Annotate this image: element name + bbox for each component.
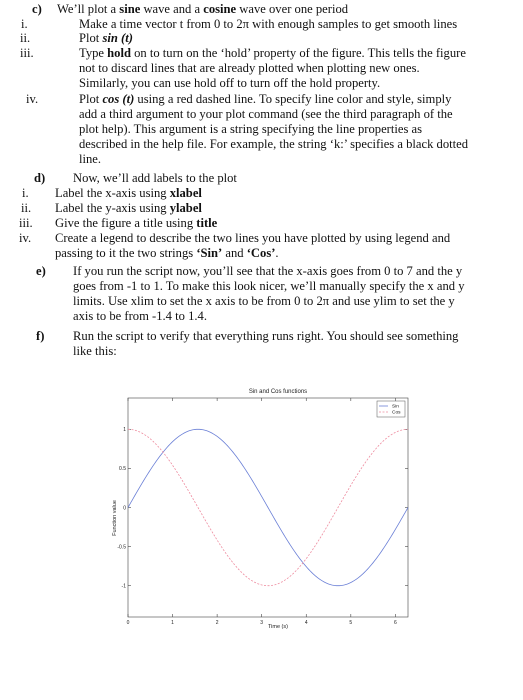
y-tick-label: -1 (121, 583, 126, 590)
y-tick-label: -0.5 (117, 544, 126, 551)
item-c-i-text: Make a time vector t from 0 to 2π with enough samples to get smooth lines (79, 17, 458, 31)
item-c-iii-line1: Type hold on to turn on the ‘hold’ property of the figure. This tells the figure (79, 46, 466, 60)
item-d-iii-label: iii. (19, 216, 33, 230)
x-tick-label: 3 (260, 620, 264, 626)
item-d-i-label: i. (22, 186, 29, 200)
item-c-ii-label: ii. (20, 31, 31, 45)
item-c-iv-line1: Plot cos (t) using a red dashed line. To specify line color and style, simply (79, 92, 452, 106)
legend-label-cos: Cos (392, 410, 401, 416)
section-d-label: d) (34, 171, 46, 185)
section-e-line2: goes from -1 to 1. To make this look nicer, we’ll manually specify the x and y (73, 279, 465, 293)
section-c-label: c) (32, 2, 42, 16)
item-c-iv-line2: add a third argument to your plot command (see the third paragraph of the (79, 107, 453, 121)
legend-label-sin: Sin (392, 404, 399, 410)
y-tick-label: 0.5 (119, 466, 126, 473)
section-e-line3: limits. Use xlim to set the x axis to be from 0 to 2π and use ylim to set the y (73, 294, 455, 308)
item-c-iii-label: iii. (20, 46, 34, 60)
x-tick-label: 6 (393, 620, 397, 626)
chart-title: Sin and Cos functions (248, 389, 308, 395)
item-c-iii-line3: Similarly, you can use hold off to turn off the hold property. (79, 76, 381, 90)
x-tick-label: 1 (171, 620, 174, 626)
chart-ylabel: Function value (112, 500, 118, 536)
y-tick-label: 1 (123, 427, 126, 434)
item-c-iii-line2: not to discard lines that are already plotted when plotting new ones. (79, 61, 420, 75)
item-d-iv-line2: passing to it the two strings ‘Sin’ and ‘Cos’. (55, 246, 279, 260)
item-d-ii-label: ii. (21, 201, 32, 215)
item-c-ii-text: Plot sin (t) (79, 31, 133, 45)
item-d-iii-text: Give the figure a title using title (55, 216, 218, 230)
section-f-line1: Run the script to verify that everything runs right. You should see something (73, 329, 459, 343)
section-c-heading: We’ll plot a sine wave and a cosine wave over one period (57, 2, 349, 16)
item-d-i-text: Label the x-axis using xlabel (55, 186, 202, 200)
x-tick-label: 0 (126, 620, 130, 626)
x-tick-label: 2 (215, 620, 219, 626)
figure-background (110, 385, 415, 635)
section-e-line1: If you run the script now, you’ll see that the x-axis goes from 0 to 7 and the y (73, 264, 463, 278)
section-d-heading: Now, we’ll add labels to the plot (73, 171, 237, 185)
legend-box (377, 401, 405, 417)
item-c-iv-line3: plot help). This argument is a string specifying the line properties as (79, 122, 422, 136)
item-d-ii-text: Label the y-axis using ylabel (55, 201, 202, 215)
sin-cos-chart (110, 385, 415, 635)
section-e-line4: axis to be from -1.4 to 1.4. (73, 309, 207, 323)
matlab-figure (110, 385, 415, 635)
section-f-line2: like this: (73, 344, 117, 358)
section-f-label: f) (36, 329, 45, 343)
chart-xlabel: Time (s) (268, 624, 288, 630)
item-c-iv-label: iv. (26, 92, 39, 106)
item-c-iv-line5: line. (79, 152, 102, 166)
item-d-iv-line1: Create a legend to describe the two lines you have plotted by using legend and (55, 231, 451, 245)
y-tick-label: 0 (123, 505, 126, 512)
item-c-i-label: i. (21, 17, 28, 31)
item-d-iv-label: iv. (19, 231, 32, 245)
x-tick-label: 5 (349, 620, 353, 626)
item-c-iv-line4: described in the help file. For example, the string ‘k:’ specifies a black dotted (79, 137, 468, 151)
x-tick-label: 4 (304, 620, 308, 626)
section-e-label: e) (36, 264, 46, 278)
